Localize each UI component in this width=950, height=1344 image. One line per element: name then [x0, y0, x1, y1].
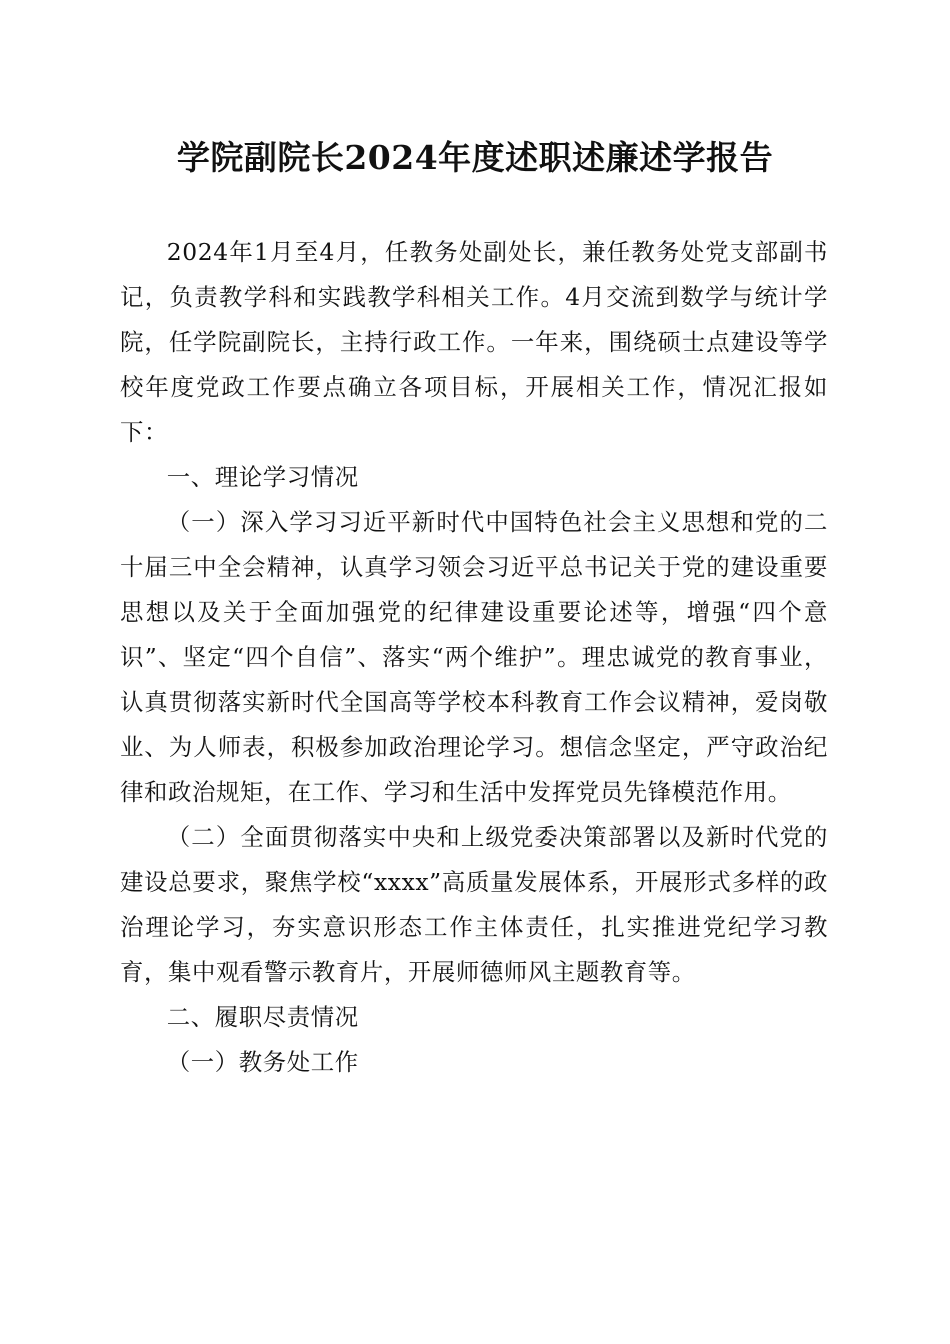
document-title: 学院副院长2024年度述职述廉述学报告 — [176, 138, 774, 177]
section-1-heading: 一、理论学习情况 — [166, 463, 359, 491]
section-1-paragraph-1: （一）深入学习习近平新时代中国特色社会主义思想和党的二十届三中全会精神，认真学习领会习近平总书记关于党的建设重要思想以及关于全面加强党的纪律建设重要论述等，增强“四个意识”、坚定“四个自信”、落实“两个维护”。理忠诚党的教育事业，认真贯彻落实新时代全国高等学校本科教育工作会议精神，爱岗敬业、为人师表，积极参加政治理论学习。想信念坚定，严守政治纪律和政治规矩，在工作、学习和生活中发挥党员先锋模范作用。 — [120, 508, 828, 806]
section-1-paragraph-2: （二）全面贯彻落实中央和上级党委决策部署以及新时代党的建设总要求，聚焦学校“xxxx”高质量发展体系，开展形式多样的政治理论学习，夯实意识形态工作主体责任，扎实推进党纪学习教育，集中观看警示教育片，开展师德师风主题教育等。 — [120, 823, 828, 986]
section-2-subheading-1: （一）教务处工作 — [166, 1048, 359, 1076]
document-body — [120, 230, 828, 1085]
section-2-heading: 二、履职尽责情况 — [166, 1003, 359, 1031]
intro-paragraph: 2024年1月至4月，任教务处副处长，兼任教务处党支部副书记，负责教学科和实践教学科相关工作。4月交流到数学与统计学院，任学院副院长，主持行政工作。一年来，围绕硕士点建设等学校年度党政工作要点确立各项目标，开展相关工作，情况汇报如下： — [120, 238, 828, 446]
